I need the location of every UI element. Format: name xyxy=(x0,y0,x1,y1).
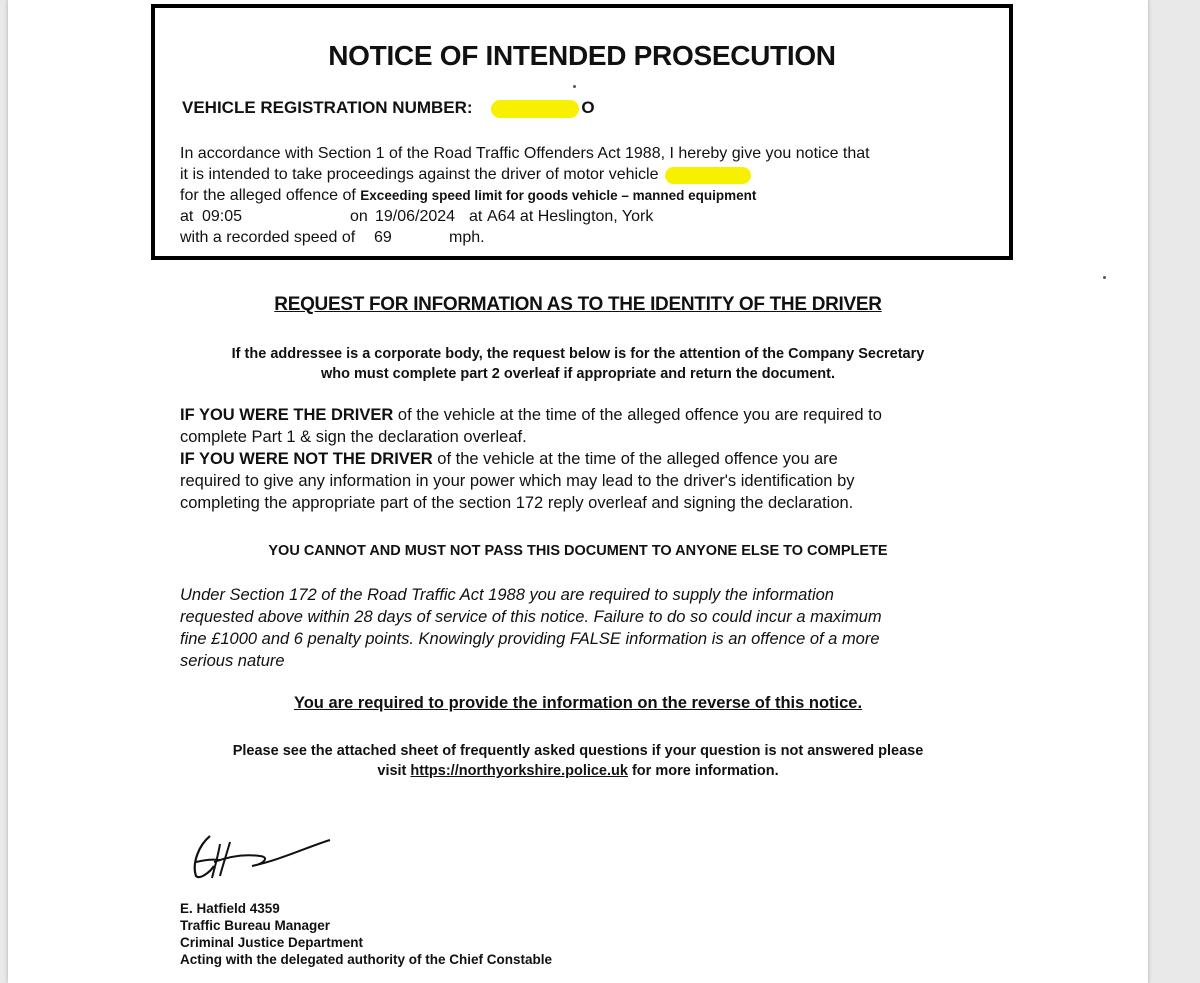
speck xyxy=(1103,276,1106,279)
notice-title: NOTICE OF INTENDED PROSECUTION xyxy=(328,40,836,71)
driver-bold: IF YOU WERE THE DRIVER xyxy=(180,406,394,424)
location-value: A64 at Heslington, York xyxy=(487,208,654,225)
offence-text: Exceeding speed limit for goods vehicle – manned equipment xyxy=(360,188,757,203)
notice-line-5 xyxy=(180,227,870,248)
notice-line-4 xyxy=(180,206,870,227)
corporate-line-1: If the addressee is a corporate body, the request below is for the attention of the Company Secretary xyxy=(231,346,925,362)
cannot-pass-warning: YOU CANNOT AND MUST NOT PASS THIS DOCUMENT TO ANYONE ELSE TO COMPLETE xyxy=(268,543,888,559)
notice-box xyxy=(151,4,1013,260)
police-website-link[interactable]: https://northyorkshire.police.uk xyxy=(410,763,628,779)
request-heading: REQUEST FOR INFORMATION AS TO THE IDENTITY OF THE DRIVER xyxy=(274,294,882,315)
speed-value: 69 xyxy=(374,229,392,246)
notice-line-3 xyxy=(180,185,870,206)
document-page xyxy=(8,0,1148,983)
notice-line-1: In accordance with Section 1 of the Road Traffic Offenders Act 1988, I hereby give you notice that xyxy=(180,145,870,162)
officer-department: Criminal Justice Department xyxy=(180,935,364,950)
registration-line xyxy=(182,98,593,119)
faq-after: for more information. xyxy=(627,763,779,779)
officer-role: Traffic Bureau Manager xyxy=(180,918,331,933)
s172-line-4: serious nature xyxy=(180,652,285,670)
registration-suffix: O xyxy=(581,97,595,117)
corporate-body-note xyxy=(8,344,1148,384)
required-reverse-notice: You are required to provide the information on the reverse of this notice. xyxy=(293,694,863,712)
faq-note xyxy=(8,741,1148,781)
location-label: at xyxy=(469,208,483,225)
speed-unit: mph. xyxy=(449,229,485,246)
redaction-highlight-2 xyxy=(665,167,751,184)
time-value: 09:05 xyxy=(202,208,243,225)
driver-line-2: complete Part 1 & sign the declaration overleaf. xyxy=(180,428,527,446)
faq-visit: visit xyxy=(377,763,411,779)
notice-body xyxy=(180,143,870,248)
offence-label: for the alleged offence of xyxy=(180,187,356,204)
s172-line-2: requested above within 28 days of service of this notice. Failure to do so could incur a maximum xyxy=(180,608,882,626)
s172-line-1: Under Section 172 of the Road Traffic Act 1988 you are required to supply the information xyxy=(180,586,834,604)
officer-block xyxy=(180,900,552,968)
not-driver-rest: of the vehicle at the time of the alleged offence you are xyxy=(432,450,838,468)
notice-line-2-text: it is intended to take proceedings against the driver of motor vehicle xyxy=(180,166,659,183)
officer-authority: Acting with the delegated authority of the Chief Constable xyxy=(180,952,553,967)
not-driver-line-3: completing the appropriate part of the section 172 reply overleaf and signing the declaration. xyxy=(180,494,854,512)
not-driver-bold: IF YOU WERE NOT THE DRIVER xyxy=(180,450,433,468)
corporate-line-2: who must complete part 2 overleaf if appropriate and return the document. xyxy=(320,366,836,382)
vehicle-redacted xyxy=(663,166,755,184)
driver-rest: of the vehicle at the time of the alleged offence you are required to xyxy=(393,406,882,424)
notice-line-2 xyxy=(180,164,870,185)
faq-line-1: Please see the attached sheet of frequently asked questions if your question is not answered please xyxy=(232,743,924,759)
date-label: on xyxy=(350,208,368,225)
driver-paragraph xyxy=(180,404,882,514)
faq-line-2 xyxy=(8,761,1148,781)
not-driver-line-2: required to give any information in your power which may lead to the driver's identification by xyxy=(180,472,855,490)
signature xyxy=(190,826,340,886)
registration-redacted xyxy=(483,99,593,119)
s172-line-3: fine £1000 and 6 penalty points. Knowingly providing FALSE information is an offence of a more xyxy=(180,630,880,648)
section-172-paragraph xyxy=(180,584,882,672)
time-label: at xyxy=(180,208,194,225)
page-edge xyxy=(1148,0,1149,983)
speck-2 xyxy=(573,85,576,88)
speed-label: with a recorded speed of xyxy=(180,229,356,246)
date-value: 19/06/2024 xyxy=(375,208,456,225)
redaction-highlight xyxy=(491,100,579,118)
registration-label: VEHICLE REGISTRATION NUMBER: xyxy=(182,98,473,117)
officer-name: E. Hatfield 4359 xyxy=(180,901,280,916)
